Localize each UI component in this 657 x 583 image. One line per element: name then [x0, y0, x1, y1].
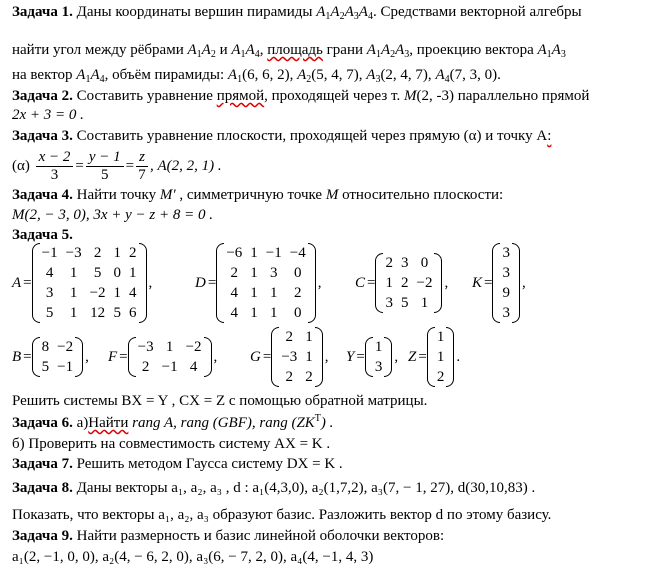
matrix-A-cell: 1 [69, 284, 78, 301]
matrix-Y: Y = 1 3 , [346, 337, 398, 377]
matrix-Y-cell: 3 [374, 358, 383, 375]
matrix-D-cell: 0 [293, 264, 302, 281]
matrix-G-cell: 2 [305, 368, 313, 385]
matrix-D-cell: 1 [250, 264, 258, 281]
task1-line2: найти угол между рёбрами $A_1A_2$ и $A_1A_4$, площадь грани $A_1A_2A_3$, проекцию вектора $A_1A_3$ [12, 42, 566, 60]
matrix-C: C = 2 3 0 1 2 −2 3 5 1 , [355, 253, 448, 313]
matrix-F-cell: 1 [165, 338, 174, 355]
matrix-A-cell: 2 [129, 244, 137, 261]
matrix-B-cell: 5 [41, 358, 50, 375]
fraction-z: $\frac{z}{7}$ [136, 149, 148, 184]
matrix-F-cell: −3 [137, 338, 154, 355]
matrix-C-cell: 2 [400, 274, 409, 291]
matrix-D-cell: 1 [250, 244, 258, 261]
matrix-B-cell: −1 [57, 358, 74, 375]
task1-line3: на вектор $A_1A_4$, объём пирамиды: $A_1(6$, 6, 2), $A_2(5$, 4, 7), $A_3(2$, 4, 7), $A_4(7$, 3, 0). [12, 67, 501, 85]
task4-line2: M(2, − 3, 0), 3x + y − z + 8 = 0 . [12, 207, 213, 223]
fraction-y: $\frac{y - 1}{5}$ [86, 149, 124, 184]
matrix-A-cell: 4 [45, 264, 54, 281]
task9-line2: a₁(2, −1, 0, 0), a₂(4, − 6, 2, 0), a₃(6, − 7, 2, 0), a₄(4, −1, 4, 3) [12, 549, 374, 565]
matrix-D-cell: 3 [270, 264, 278, 281]
matrix-D-cell: −6 [226, 244, 243, 261]
matrix-Z-cell: 2 [436, 368, 445, 385]
matrix-D-cell: 1 [250, 304, 258, 321]
misspelled-word: площадь [267, 42, 323, 58]
matrix-K-cell: 9 [502, 284, 510, 301]
task5-solve: Решить системы BX = Y , CX = Z с помощью обратной матрицы. [12, 393, 428, 409]
matrix-A-cell: 5 [113, 304, 122, 321]
matrix-K-cell: 3 [502, 304, 510, 321]
matrix-A: A = −1 −3 2 1 2 4 1 5 0 1 3 1 −2 1 4 5 1 12 5 6 , [12, 243, 152, 323]
matrix-B: B = 8 −2 5 −1 , [12, 337, 89, 377]
matrix-D-cell: 4 [230, 284, 239, 301]
matrix-A-cell: 1 [113, 244, 122, 261]
task3-line1: Задача 3. Составить уравнение плоскости, проходящей через прямую (α) и точку A: [12, 128, 552, 144]
matrix-A-cell: 1 [113, 284, 122, 301]
matrix-F-cell: −1 [161, 358, 178, 375]
matrix-A-cell: 2 [93, 244, 102, 261]
matrix-K: K = 3 3 9 3 , [472, 243, 526, 323]
matrix-D-cell: 4 [230, 304, 239, 321]
matrix-C-cell: 1 [385, 274, 393, 291]
task1-heading: Задача 1. [12, 4, 73, 20]
matrix-A-cell: 4 [129, 284, 137, 301]
matrix-D-cell: 1 [270, 284, 278, 301]
task8-line2: Показать, что векторы a₁, a₂, a₃ образуют базис. Разложить вектор d по этому базису. [12, 507, 552, 523]
matrix-G-cell: 1 [305, 348, 313, 365]
fraction-x: $\frac{x - 2}{3}$ [36, 149, 74, 184]
matrix-B-cell: 8 [41, 338, 50, 355]
task9-heading: Задача 9. [12, 528, 73, 544]
matrix-A-cell: 12 [90, 304, 106, 321]
matrix-C-cell: 5 [400, 294, 409, 311]
matrix-A-cell: 5 [45, 304, 54, 321]
matrix-K-cell: 3 [502, 244, 510, 261]
matrix-C-cell: 1 [420, 294, 429, 311]
matrix-C-cell: 3 [400, 254, 409, 271]
matrix-G-cell: 2 [285, 328, 294, 345]
task6-heading: Задача 6. [12, 415, 73, 431]
task9-line1: Задача 9. Найти размерность и базис линейной оболочки векторов: [12, 528, 445, 544]
matrix-D-cell: 2 [230, 264, 239, 281]
matrix-A-cell: −2 [89, 284, 106, 301]
task6-line1: Задача 6. а)Найти rang A, rang (GBF), rang $(ZK^T)$ . [12, 413, 334, 431]
matrix-Z-cell: 1 [436, 328, 445, 345]
matrix-A-cell: −3 [65, 244, 82, 261]
task1-line1: Задача 1. Даны координаты вершин пирамиды $A_1A_2A_3A_4$. Средствами векторной алгебры [12, 4, 582, 22]
matrix-D-cell: 1 [270, 304, 278, 321]
matrix-C-cell: −2 [416, 274, 433, 291]
task8-heading: Задача 8. [12, 480, 73, 496]
task2-line1: Задача 2. Составить уравнение прямой, проходящей через т. M(2, -3) параллельно прямой [12, 88, 590, 104]
matrix-D-cell: −1 [265, 244, 282, 261]
matrix-C-cell: 3 [385, 294, 393, 311]
matrix-F-cell: −2 [185, 338, 202, 355]
matrix-A-cell: 1 [69, 304, 78, 321]
matrix-Z-cell: 1 [436, 348, 445, 365]
task7-heading: Задача 7. [12, 456, 73, 472]
task8-line1: Задача 8. Даны векторы a₁, a₂, a₃ , d : a₁(4,3,0), a₂(1,7,2), a₃(7, − 1, 27), d(30,10,83) . [12, 480, 536, 496]
matrix-A-cell: 5 [93, 264, 102, 281]
task2-heading: Задача 2. [12, 88, 73, 104]
matrix-F: F = −3 1 −2 2 −1 4 , [108, 337, 217, 377]
matrix-C-cell: 0 [420, 254, 429, 271]
matrix-A-cell: 1 [69, 264, 78, 281]
matrix-A-cell: −1 [41, 244, 58, 261]
task3-heading: Задача 3. [12, 128, 73, 144]
matrix-C-cell: 2 [385, 254, 393, 271]
task7-line: Задача 7. Решить методом Гаусса систему DX = K . [12, 456, 343, 472]
task5-heading: Задача 5. [12, 227, 73, 243]
matrix-A-cell: 3 [45, 284, 54, 301]
matrix-D-cell: 2 [293, 284, 302, 301]
matrix-G-cell: 1 [305, 328, 313, 345]
matrix-F-cell: 2 [141, 358, 150, 375]
matrix-K-cell: 3 [502, 264, 510, 281]
matrix-D-cell: −4 [289, 244, 306, 261]
matrix-F-cell: 4 [189, 358, 198, 375]
task4-line1: Задача 4. Найти точку M′ , симметричную точке M относительно плоскости: [12, 187, 504, 203]
matrix-G-cell: −3 [281, 348, 298, 365]
matrix-G: G = 2 1 −3 1 2 2 , [250, 327, 329, 387]
matrix-A-cell: 0 [113, 264, 122, 281]
matrix-Z: Z = 1 1 2 . [408, 327, 460, 387]
task3-line-equation: (α) $\frac{x - 2}{3}$ = $\frac{y - 1}{5}$ = $\frac{z}{7}$ , A(2, 2, 1) . [12, 149, 222, 184]
matrix-D: D = −6 1 −1 −4 2 1 3 0 4 1 1 2 4 1 1 0 , [195, 243, 321, 323]
task6-line2: б) Проверить на совместимость систему AX = K . [12, 436, 331, 452]
matrix-B-cell: −2 [57, 338, 74, 355]
matrix-Y-cell: 1 [374, 338, 383, 355]
matrix-A-cell: 1 [129, 264, 137, 281]
matrix-A-cell: 6 [129, 304, 137, 321]
matrix-D-cell: 0 [293, 304, 302, 321]
task2-equation: 2x + 3 = 0 . [12, 107, 84, 123]
task4-heading: Задача 4. [12, 187, 73, 203]
matrix-G-cell: 2 [285, 368, 294, 385]
matrix-D-cell: 1 [250, 284, 258, 301]
